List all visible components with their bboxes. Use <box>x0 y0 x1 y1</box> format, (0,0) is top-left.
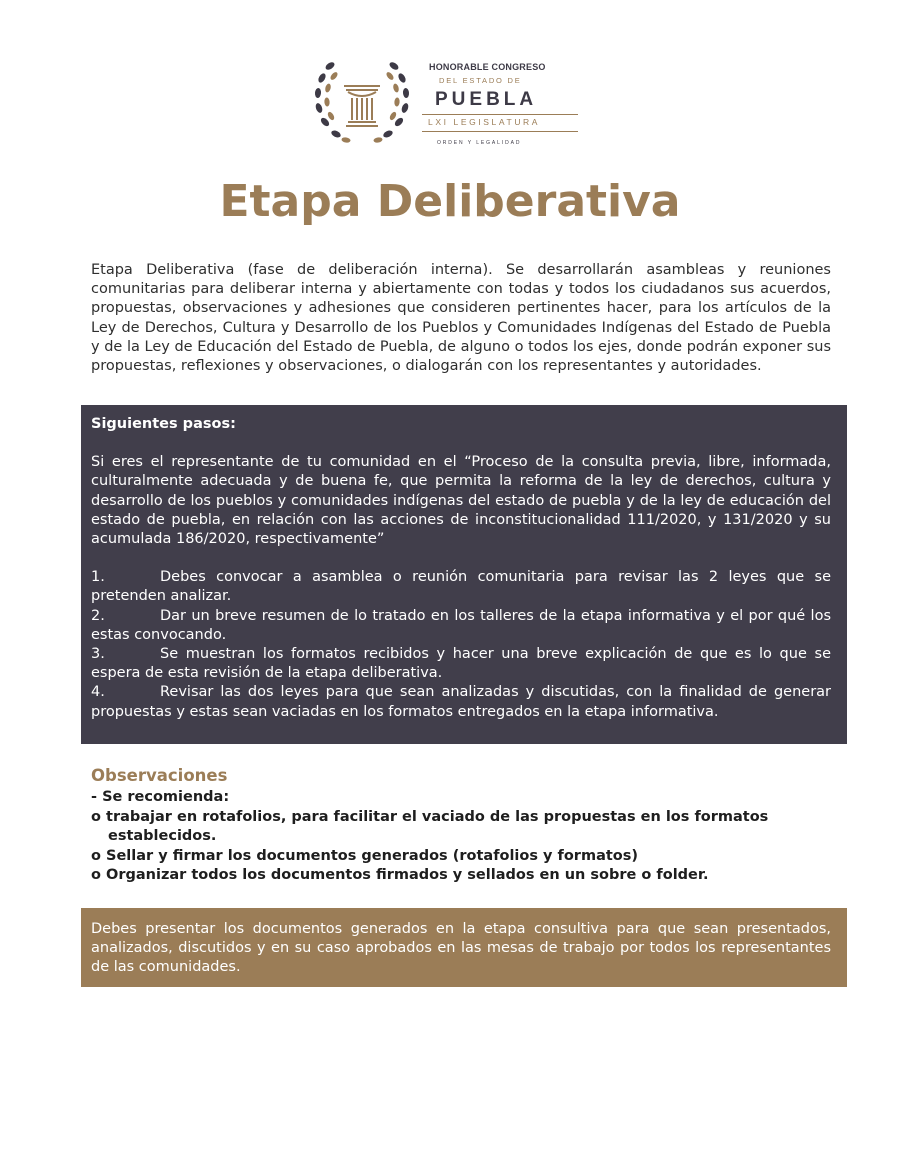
step-item <box>91 607 831 645</box>
next-steps-heading: Siguientes pasos: <box>91 416 236 432</box>
observation-line: o Sellar y firmar los documentos generados (rotafolios y formatos) <box>91 847 639 864</box>
step-number: 2. <box>91 607 105 624</box>
page-title: Etapa Deliberativa <box>219 176 681 227</box>
observation-line: o trabajar en rotafolios, para facilitar el vaciado de las propuestas en los formatos <box>91 808 769 825</box>
closing-note-panel <box>81 908 847 987</box>
laurel-column-emblem-icon <box>312 56 412 148</box>
step-item <box>91 645 831 683</box>
intro-paragraph: Etapa Deliberativa (fase de deliberación interna). Se desarrollarán asambleas y reuniones comunitarias para deliberar interna y abiertamente con todas y todos los ciudadanos sus acuerdos, propuestas, observaciones y adhesiones que consideren pertinentes hacer, para los artículos de la Ley de Derechos, Cultura y Desarrollo de los Pueblos y Comunidades Indígenas del Estado de Puebla y de la Ley de Educación del Estado de Puebla, de alguno o todos los ejes, donde podrán exponer sus propuestas, reflexiones y observaciones, o dialogarán con los representantes y autoridades. <box>91 262 831 375</box>
logo-line-1: HONORABLE CONGRESO <box>429 62 546 72</box>
step-text: Revisar las dos leyes para que sean analizadas y discutidas, con la finalidad de generar propuestas y estas sean vaciadas en los formatos entregados en la etapa informativa. <box>91 684 831 720</box>
step-item <box>91 683 831 721</box>
next-steps-panel <box>81 405 847 744</box>
step-number: 4. <box>91 684 105 701</box>
logo-line-4: LXI LEGISLATURA <box>428 117 541 127</box>
step-item <box>91 568 831 606</box>
closing-note-text: Debes presentar los documentos generados en la etapa consultiva para que sean presentados, analizados, discutidos y en su caso aprobados en las mesas de trabajo por todos los representantes de las comunidades. <box>91 921 831 976</box>
observations-title: Observaciones <box>91 766 228 785</box>
next-steps-paragraph: Si eres el representante de tu comunidad en el “Proceso de la consulta previa, libre, informada, culturalmente adecuada y de buena fe, que permita la reforma de la ley de derechos, cultura y desarrollo de los pueblos y comunidades indígenas del estado de puebla y de la ley de educación del estado de puebla, en relación con las acciones de inconstitucionalidad 111/2020, y 131/2020 y su acumulada 186/2020, respectivamente” <box>91 454 831 548</box>
logo-line-3: PUEBLA <box>435 89 538 110</box>
logo-line-2: DEL ESTADO DE <box>439 76 522 85</box>
observation-line: o Organizar todos los documentos firmados y sellados en un sobre o folder. <box>91 867 709 884</box>
step-text: Se muestran los formatos recibidos y hacer una breve explicación de que es lo que se espera de esta revisión de la etapa deliberativa. <box>91 646 831 682</box>
logo-divider-bottom <box>422 131 578 132</box>
logo-line-5: ORDEN Y LEGALIDAD <box>437 140 522 146</box>
step-number: 3. <box>91 646 105 663</box>
observation-line: - Se recomienda: <box>91 789 230 805</box>
observation-line: establecidos. <box>108 828 217 845</box>
step-number: 1. <box>91 569 105 586</box>
congress-logo <box>312 56 582 152</box>
observations-list <box>91 788 791 886</box>
logo-divider-top <box>422 114 578 115</box>
step-text: Dar un breve resumen de lo tratado en los talleres de la etapa informativa y el por qué los estas convocando. <box>91 607 831 643</box>
step-text: Debes convocar a asamblea o reunión comunitaria para revisar las 2 leyes que se pretenden analizar. <box>91 569 831 605</box>
